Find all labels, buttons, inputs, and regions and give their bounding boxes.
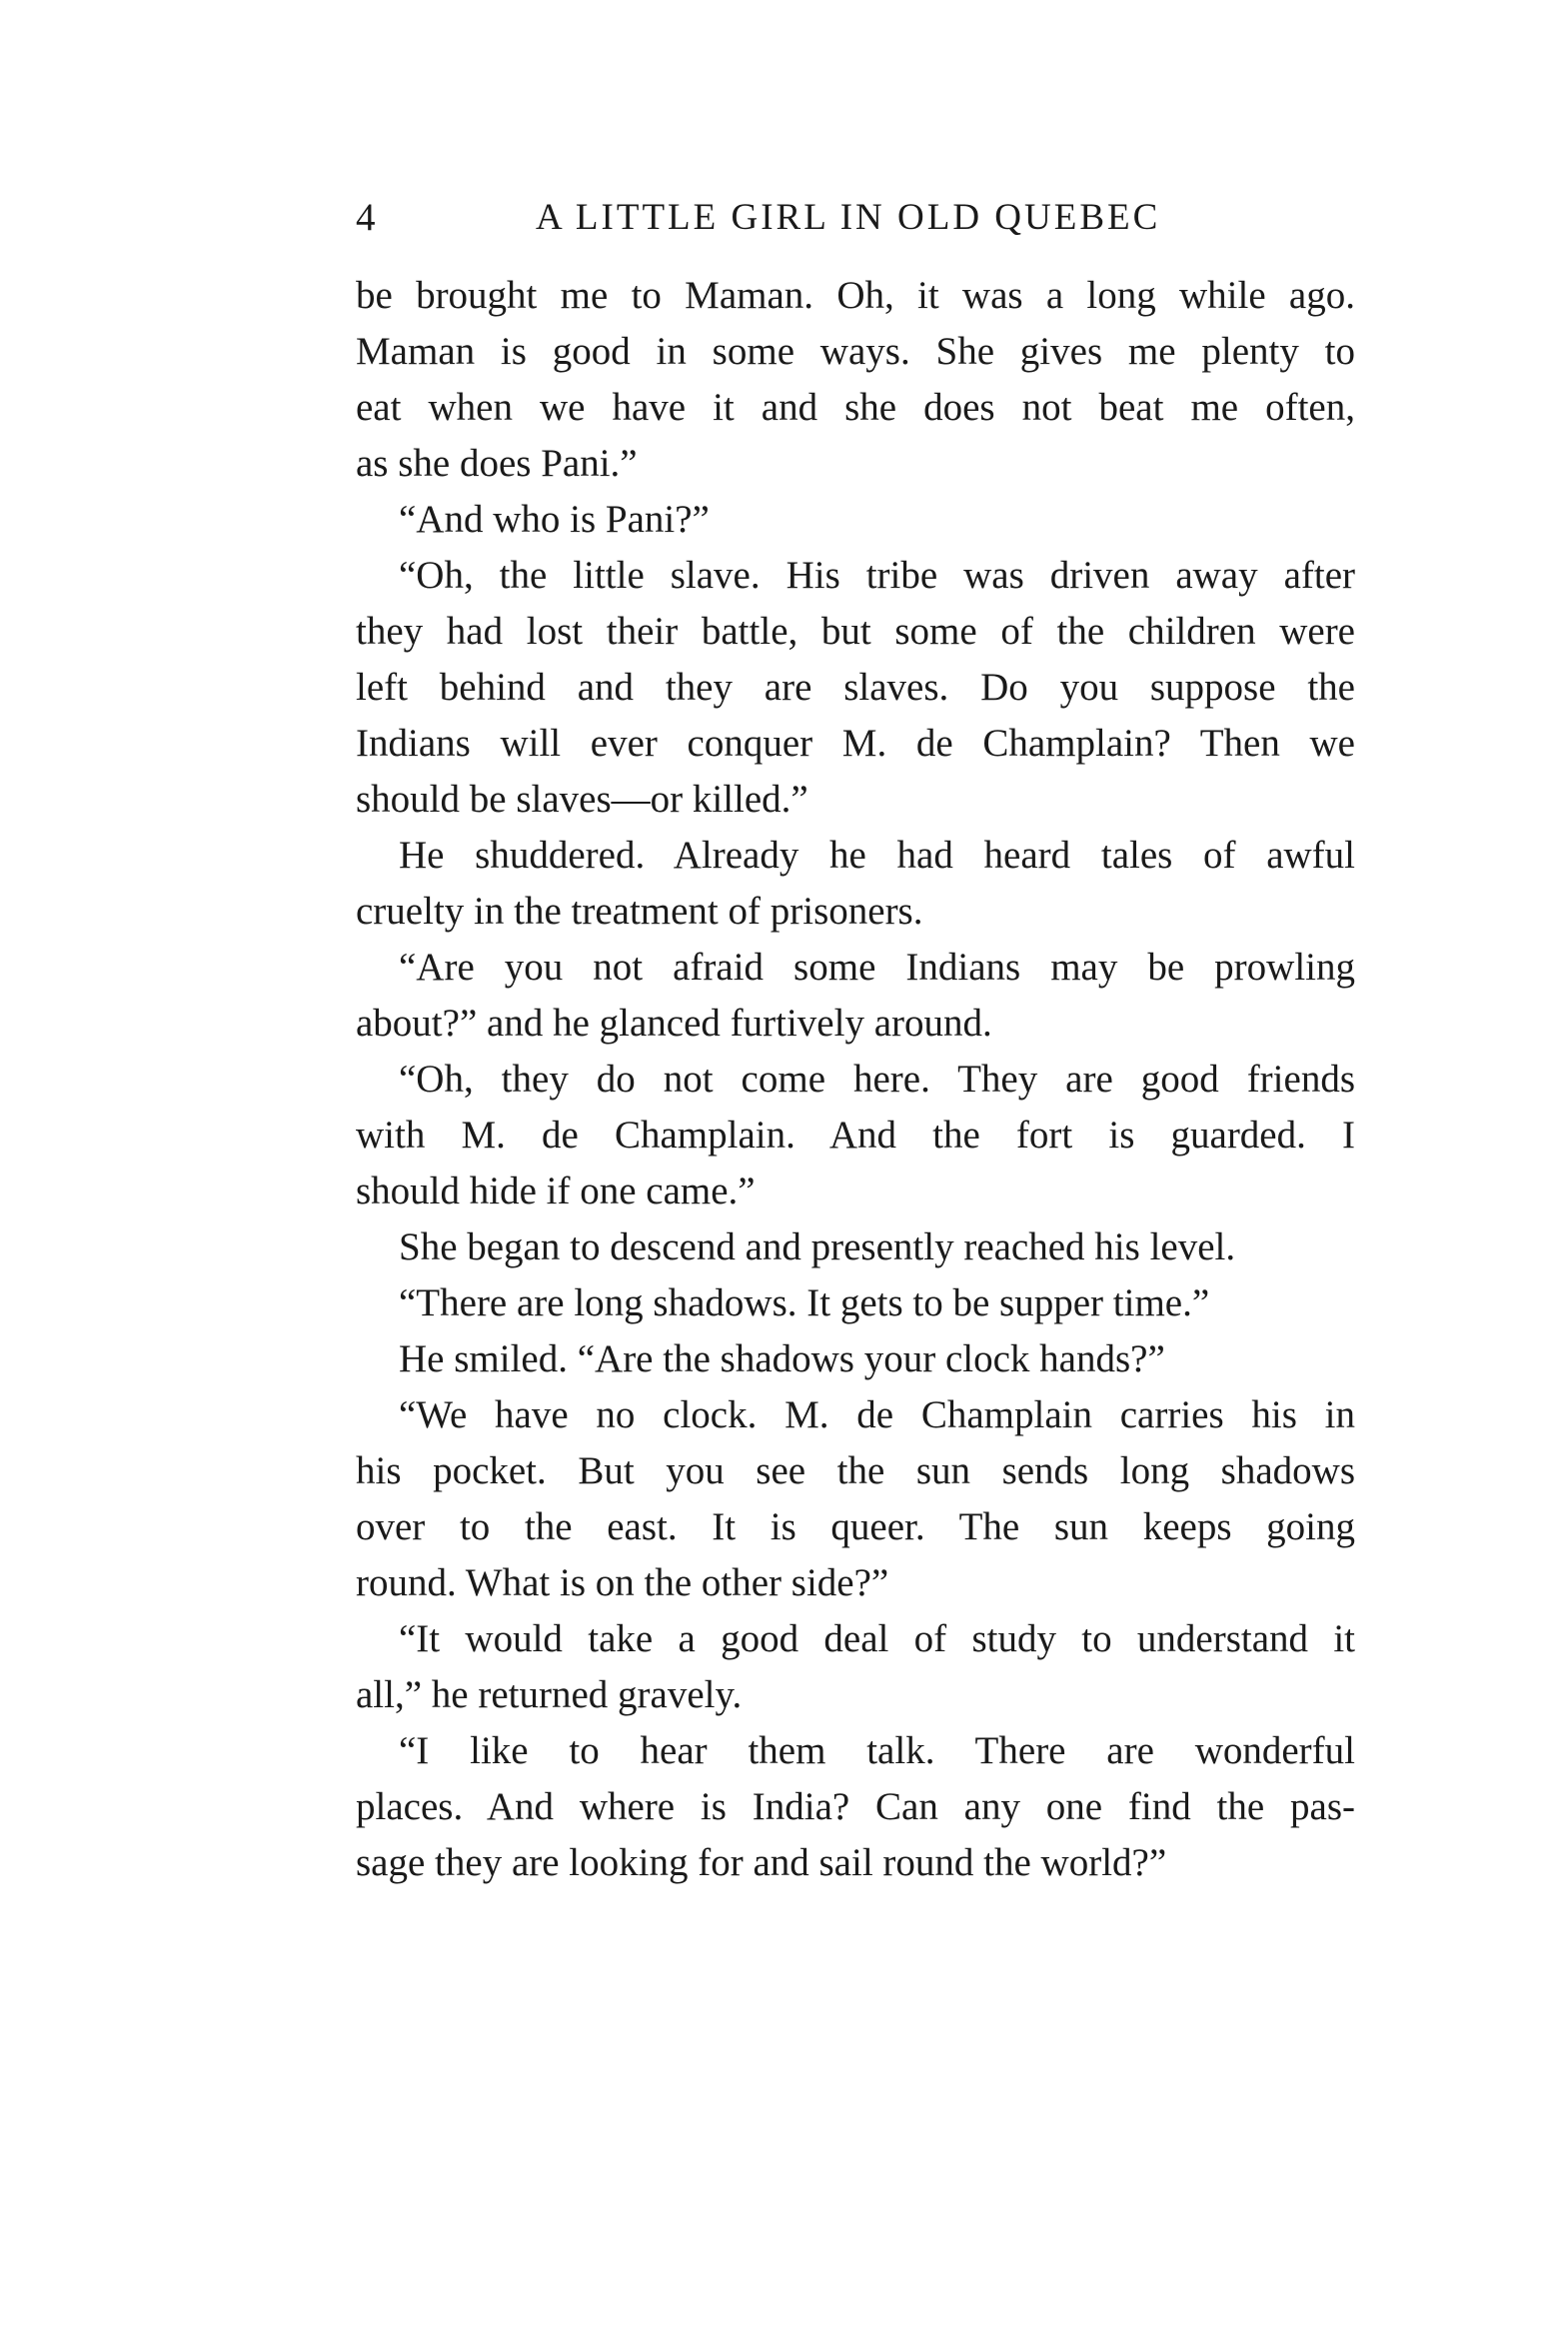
text-line: round. What is on the other side?”: [356, 1561, 889, 1604]
text-line: they had lost their battle, but some of the children were: [356, 610, 1355, 653]
text-line: all,” he returned gravely.: [356, 1673, 743, 1716]
text-line: should be slaves—or killed.”: [356, 778, 808, 821]
text-line: He shuddered. Already he had heard tales of awful: [399, 834, 1355, 877]
text-line: “I like to hear them talk. There are wonderful: [399, 1729, 1355, 1772]
running-head: [356, 190, 1355, 246]
text-line: as she does Pani.”: [356, 442, 638, 485]
text-line: “It would take a good deal of study to understand it: [399, 1617, 1355, 1660]
body-text: [356, 268, 1355, 1891]
text-line: be brought me to Maman. Oh, it was a long while ago.: [356, 274, 1355, 317]
running-title: A LITTLE GIRL IN OLD QUEBEC: [536, 197, 1161, 238]
text-line: eat when we have it and she does not beat me often,: [356, 386, 1355, 429]
text-line: Indians will ever conquer M. de Champlain? Then we: [356, 722, 1355, 765]
text-line: places. And where is India? Can any one find the pas-: [356, 1785, 1355, 1828]
text-line: should hide if one came.”: [356, 1170, 756, 1212]
text-line: “Oh, the little slave. His tribe was driven away after: [399, 554, 1355, 597]
text-line: “Oh, they do not come here. They are good friends: [399, 1058, 1355, 1101]
text-line: “There are long shadows. It gets to be supper time.”: [399, 1281, 1210, 1324]
text-line: cruelty in the treatment of prisoners.: [356, 890, 923, 933]
text-line: about?” and he glanced furtively around.: [356, 1002, 992, 1045]
page-number: 4: [356, 196, 376, 239]
text-line: left behind and they are slaves. Do you suppose the: [356, 666, 1355, 709]
text-line: “Are you not afraid some Indians may be prowling: [399, 946, 1355, 989]
text-line: “And who is Pani?”: [399, 498, 710, 541]
text-line: with M. de Champlain. And the fort is guarded. I: [356, 1114, 1355, 1157]
text-line: “We have no clock. M. de Champlain carries his in: [399, 1393, 1355, 1436]
text-line: over to the east. It is queer. The sun keeps going: [356, 1505, 1355, 1548]
text-line: He smiled. “Are the shadows your clock hands?”: [399, 1337, 1165, 1380]
text-line: She began to descend and presently reached his level.: [399, 1225, 1236, 1268]
text-line: sage they are looking for and sail round the world?”: [356, 1841, 1167, 1884]
text-line: his pocket. But you see the sun sends long shadows: [356, 1449, 1355, 1492]
text-line: Maman is good in some ways. She gives me plenty to: [356, 330, 1355, 373]
